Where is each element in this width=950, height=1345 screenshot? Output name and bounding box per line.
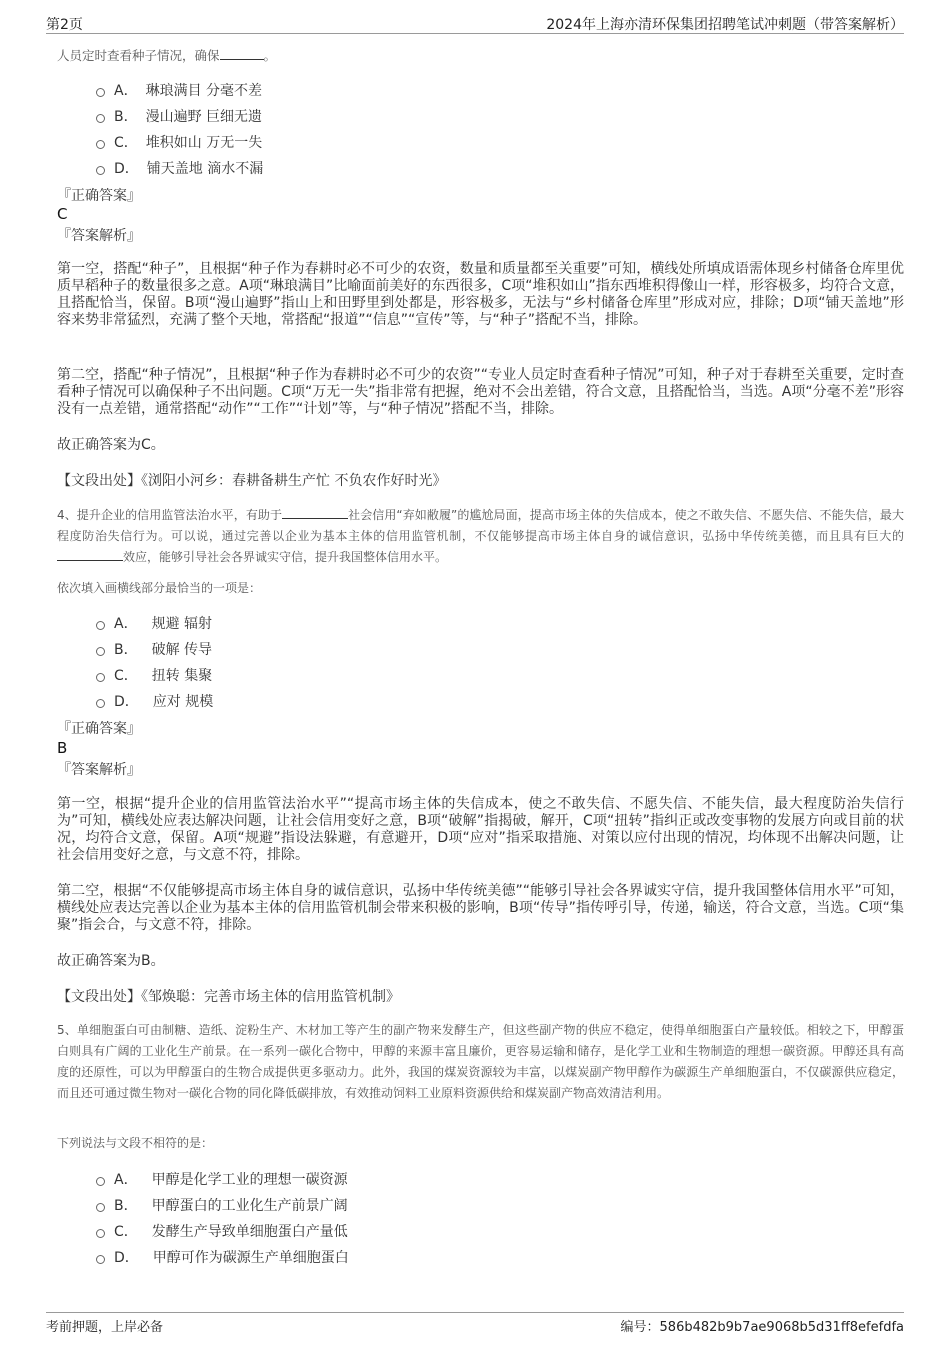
q3-analysis-p2: 第二空，搭配“种子情况”，且根据“种子作为春耕时必不可少的农资”“专业人员定时查看种子情况”可知，种子对于春耕至关重要，定时查看种子情况可以确保种子不出问题。C项“万无一失”指非常有把握，绝对不会出差错，符合文意，且搭配恰当，当选。A项“分毫不差”形容没有一点差错，通常搭配“动作”“工作”“计划”等，与“种子情况”搭配不当，排除。	[57, 367, 904, 417]
option-text: 铺天盖地 滴水不漏	[146, 161, 264, 177]
radio-icon[interactable]	[96, 647, 105, 656]
radio-icon[interactable]	[96, 1255, 105, 1264]
option-text: 琳琅满目 分毫不差	[145, 83, 263, 99]
q4-option-d[interactable]	[96, 688, 213, 714]
option-letter: C．	[114, 1224, 138, 1240]
footer-slogan: 考前押题，上岸必备	[46, 1320, 164, 1335]
q3-analysis-label: 『答案解析』	[57, 228, 141, 244]
q4-analysis-p1: 第一空，根据“提升企业的信用监管法治水平”“提高市场主体的失信成本，使之不敢失信、不愿失信、不能失信，最大程度防治失信行为”可知，横线处应表达解决问题，让社会信用变好之意，B项“破解”指揭破，解开，C项“扭转”指纠正或改变事物的发展方向或目前的状况，均符合文意，保留。A项“规避”指设法躲避，有意避开，D项“应对”指采取措施、对策以应付出现的情况，均体现不出解决问题，让社会信用变好之意，与文意不符，排除。	[57, 796, 904, 863]
radio-icon[interactable]	[96, 673, 105, 682]
q5-options	[96, 1166, 349, 1270]
radio-icon[interactable]	[96, 114, 105, 123]
option-text: 甲醇是化学工业的理想一碳资源	[151, 1172, 348, 1188]
option-letter: B．	[114, 109, 138, 125]
q3-blank	[220, 47, 264, 60]
footer-divider	[46, 1312, 904, 1313]
option-letter: A．	[114, 1172, 138, 1188]
option-text: 漫山遍野 巨细无遗	[145, 109, 263, 125]
q4-blank-1	[282, 506, 348, 519]
option-text: 破解 传导	[151, 642, 213, 658]
q5-option-c[interactable]	[96, 1218, 349, 1244]
option-letter: A．	[114, 616, 138, 632]
q3-options	[96, 77, 263, 181]
radio-icon[interactable]	[96, 88, 105, 97]
q5-stem: 5、单细胞蛋白可由制糖、造纸、淀粉生产、木材加工等产生的副产物来发酵生产，但这些副产物的供应不稳定，使得单细胞蛋白产量较低。相较之下，甲醇蛋白则具有广阔的工业化生产前景。在一系列一碳化合物中，甲醇的来源丰富且廉价，更容易运输和储存，是化学工业和生物制造的理想一碳资源。甲醇还具有高度的还原性，可以为甲醇蛋白的生物合成提供更多驱动力。此外，我国的煤炭资源较为丰富，以煤炭副产物甲醇作为碳源生产单细胞蛋白，不仅碳源供应稳定，而且还可通过微生物对一碳化合物的同化降低碳排放，有效推动饲料工业原料资源供给和煤炭副产物高效清洁利用。	[57, 1023, 904, 1100]
q4-stem-part3: 效应，能够引导社会各界诚实守信，提升我国整体信用水平。	[123, 550, 448, 564]
radio-icon[interactable]	[96, 621, 105, 630]
option-text: 甲醇蛋白的工业化生产前景广阔	[151, 1198, 348, 1214]
q3-option-a[interactable]	[96, 77, 263, 103]
q5-option-d[interactable]	[96, 1244, 349, 1270]
option-letter: C．	[114, 135, 138, 151]
q4-conclusion: 故正确答案为B。	[57, 953, 165, 969]
q3-conclusion: 故正确答案为C。	[57, 437, 165, 453]
q4-option-b[interactable]	[96, 636, 213, 662]
header-divider	[46, 33, 904, 34]
document-id: 编号：586b482b9b7ae9068b5d31ff8efefdfa	[620, 1320, 904, 1335]
q4-prompt: 依次填入画横线部分最恰当的一项是：	[57, 581, 262, 595]
option-text: 扭转 集聚	[151, 668, 213, 684]
q4-option-c[interactable]	[96, 662, 213, 688]
q3-stem-tail-end: 。	[263, 48, 277, 63]
q3-analysis-p1: 第一空，搭配“种子”，且根据“种子作为春耕时必不可少的农资，数量和质量都至关重要”可知，横线处所填成语需体现乡村储备仓库里优质早稻种子的数量很多之意。A项“琳琅满目”比喻面前美好的东西很多，C项“堆积如山”指东西堆积得像山一样，形容极多，均符合文意，且搭配恰当，保留。B项“漫山遍野”指山上和田野里到处都是，形容极多，无法与“乡村储备仓库里”形成对应，排除；D项“铺天盖地”形容来势非常猛烈，充满了整个天地，常搭配“报道”“信息”“宣传”等，与“种子”搭配不当，排除。	[57, 261, 904, 328]
q5-option-b[interactable]	[96, 1192, 349, 1218]
q3-option-b[interactable]	[96, 103, 263, 129]
q4-analysis-label: 『答案解析』	[57, 762, 141, 778]
option-letter: D．	[114, 161, 139, 177]
q4-option-a[interactable]	[96, 610, 213, 636]
q4-options	[96, 610, 213, 714]
q4-answer: B	[57, 739, 68, 757]
q3-option-c[interactable]	[96, 129, 263, 155]
radio-icon[interactable]	[96, 140, 105, 149]
q4-source: 【文段出处】《邹焕聪：完善市场主体的信用监管机制》	[57, 989, 400, 1005]
q4-analysis-p2: 第二空，根据“不仅能够提高市场主体自身的诚信意识，弘扬中华传统美德”“能够引导社会各界诚实守信，提升我国整体信用水平”可知，横线处应表达完善以企业为基本主体的信用监管机制会带来积极的影响，B项“传导”指传呼引导，传递，输送，符合文意，当选。C项“集聚”指会合，与文意不符，排除。	[57, 883, 904, 933]
document-title: 2024年上海亦清环保集团招聘笔试冲刺题（带答案解析）	[546, 17, 904, 33]
q4-stem-part2: 社会信用“弃如敝履”的尴尬局面，提高市场主体的失信成本，使之不敢失信、不愿失信、不能失信，最大程度防治失信行为。可以说，通过完善以企业为基本主体的信用监管机制，不仅能够提高市场主体自身的诚信意识，弘扬中华传统美德，而且具有巨大的	[57, 508, 904, 543]
q3-source: 【文段出处】《浏阳小河乡：春耕备耕生产忙 不负农作好时光》	[57, 473, 447, 489]
q5-prompt: 下列说法与文段不相符的是：	[57, 1136, 214, 1150]
option-text: 应对 规模	[152, 694, 214, 710]
radio-icon[interactable]	[96, 1229, 105, 1238]
q3-option-d[interactable]	[96, 155, 263, 181]
q5-option-a[interactable]	[96, 1166, 349, 1192]
q4-blank-2	[57, 548, 123, 561]
option-letter: D．	[114, 1250, 139, 1266]
option-text: 堆积如山 万无一失	[145, 135, 263, 151]
q3-answer-label: 『正确答案』	[57, 188, 141, 204]
radio-icon[interactable]	[96, 1177, 105, 1186]
q4-answer-label: 『正确答案』	[57, 721, 141, 737]
radio-icon[interactable]	[96, 1203, 105, 1212]
option-letter: B．	[114, 642, 138, 658]
option-letter: A．	[114, 83, 138, 99]
option-text: 规避 辐射	[151, 616, 213, 632]
radio-icon[interactable]	[96, 699, 105, 708]
q3-stem-tail	[57, 45, 904, 66]
page-number: 第2页	[46, 17, 83, 33]
q4-stem-part1: 4、提升企业的信用监管法治水平，有助于	[57, 508, 283, 522]
option-text: 发酵生产导致单细胞蛋白产量低	[151, 1224, 348, 1240]
q4-stem	[57, 505, 904, 568]
option-letter: D．	[114, 694, 139, 710]
option-letter: B．	[114, 1198, 138, 1214]
q3-stem-tail-text: 人员定时查看种子情况，确保	[57, 48, 220, 63]
option-letter: C．	[114, 668, 138, 684]
option-text: 甲醇可作为碳源生产单细胞蛋白	[152, 1250, 349, 1266]
radio-icon[interactable]	[96, 166, 105, 175]
q3-answer: C	[57, 205, 68, 223]
